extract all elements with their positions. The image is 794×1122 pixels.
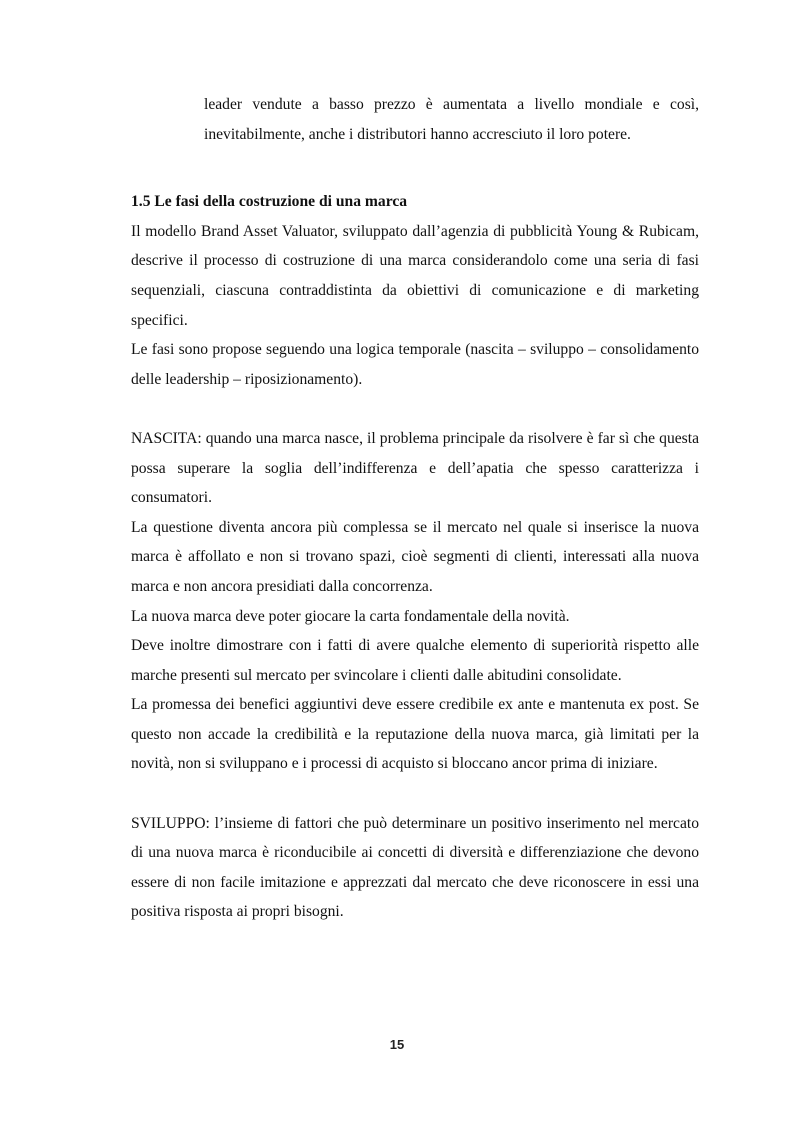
paragraph-gap (131, 394, 699, 424)
paragraph-superiority: Deve inoltre dimostrare con i fatti di avere qualche elemento di superiorità rispetto alle marche presenti sul mercato per svincolare i clienti dalle abitudini consolidate. (131, 637, 699, 684)
page-body (131, 90, 699, 927)
paragraph-promise: La promessa dei benefici aggiuntivi deve essere credibile ex ante e mantenuta ex post. Se questo non accade la credibilità e la reputazione della nuova marca, già limitati per la novità, non si sviluppano e i processi di acquisto si bloccano ancor prima di iniziare. (131, 696, 699, 773)
paragraph-gap (131, 779, 699, 809)
section-heading: 1.5 Le fasi della costruzione di una marca (131, 193, 408, 211)
paragraph-brand-asset-valuator: Il modello Brand Asset Valuator, sviluppato dall’agenzia di pubblicità Young & Rubicam, descrive il processo di costruzione di una marca considerandolo come una seria di fasi sequenziali, ciascuna contraddistinta da obiettivi di comunicazione e di marketing specifici. (131, 222, 699, 329)
paragraph-novelty: La nuova marca deve poter giocare la carta fondamentale della novità. (131, 607, 570, 625)
paragraph-sviluppo: SVILUPPO: l’insieme di fattori che può determinare un positivo inserimento nel mercato di una nuova marca è riconducibile ai concetti di diversità e differenziazione che devono essere di non facile imitazione e apprezzati dal mercato che deve riconoscere in essi una positiva risposta ai propri bisogni. (131, 814, 699, 921)
page-number: 15 (389, 1037, 405, 1052)
paragraph-market-complexity: La questione diventa ancora più complessa se il mercato nel quale si inserisce la nuova marca è affollato e non si trovano spazi, cioè segmenti di clienti, interessati alla nuova marca e non ancora presidiati dalla concorrenza. (131, 518, 699, 595)
paragraph-nascita: NASCITA: quando una marca nasce, il problema principale da risolvere è far sì che questa possa superare la soglia dell’indifferenza e dell’apatia che spesso caratterizza i consumatori. (131, 429, 699, 507)
paragraph-phases-sequence: Le fasi sono propose seguendo una logica temporale (nascita – sviluppo – consolidamento delle leadership – riposizionamento). (131, 341, 699, 388)
continuation-paragraph: leader vendute a basso prezzo è aumentata a livello mondiale e così, inevitabilmente, anche i distributori hanno accresciuto il loro potere. (204, 96, 699, 143)
